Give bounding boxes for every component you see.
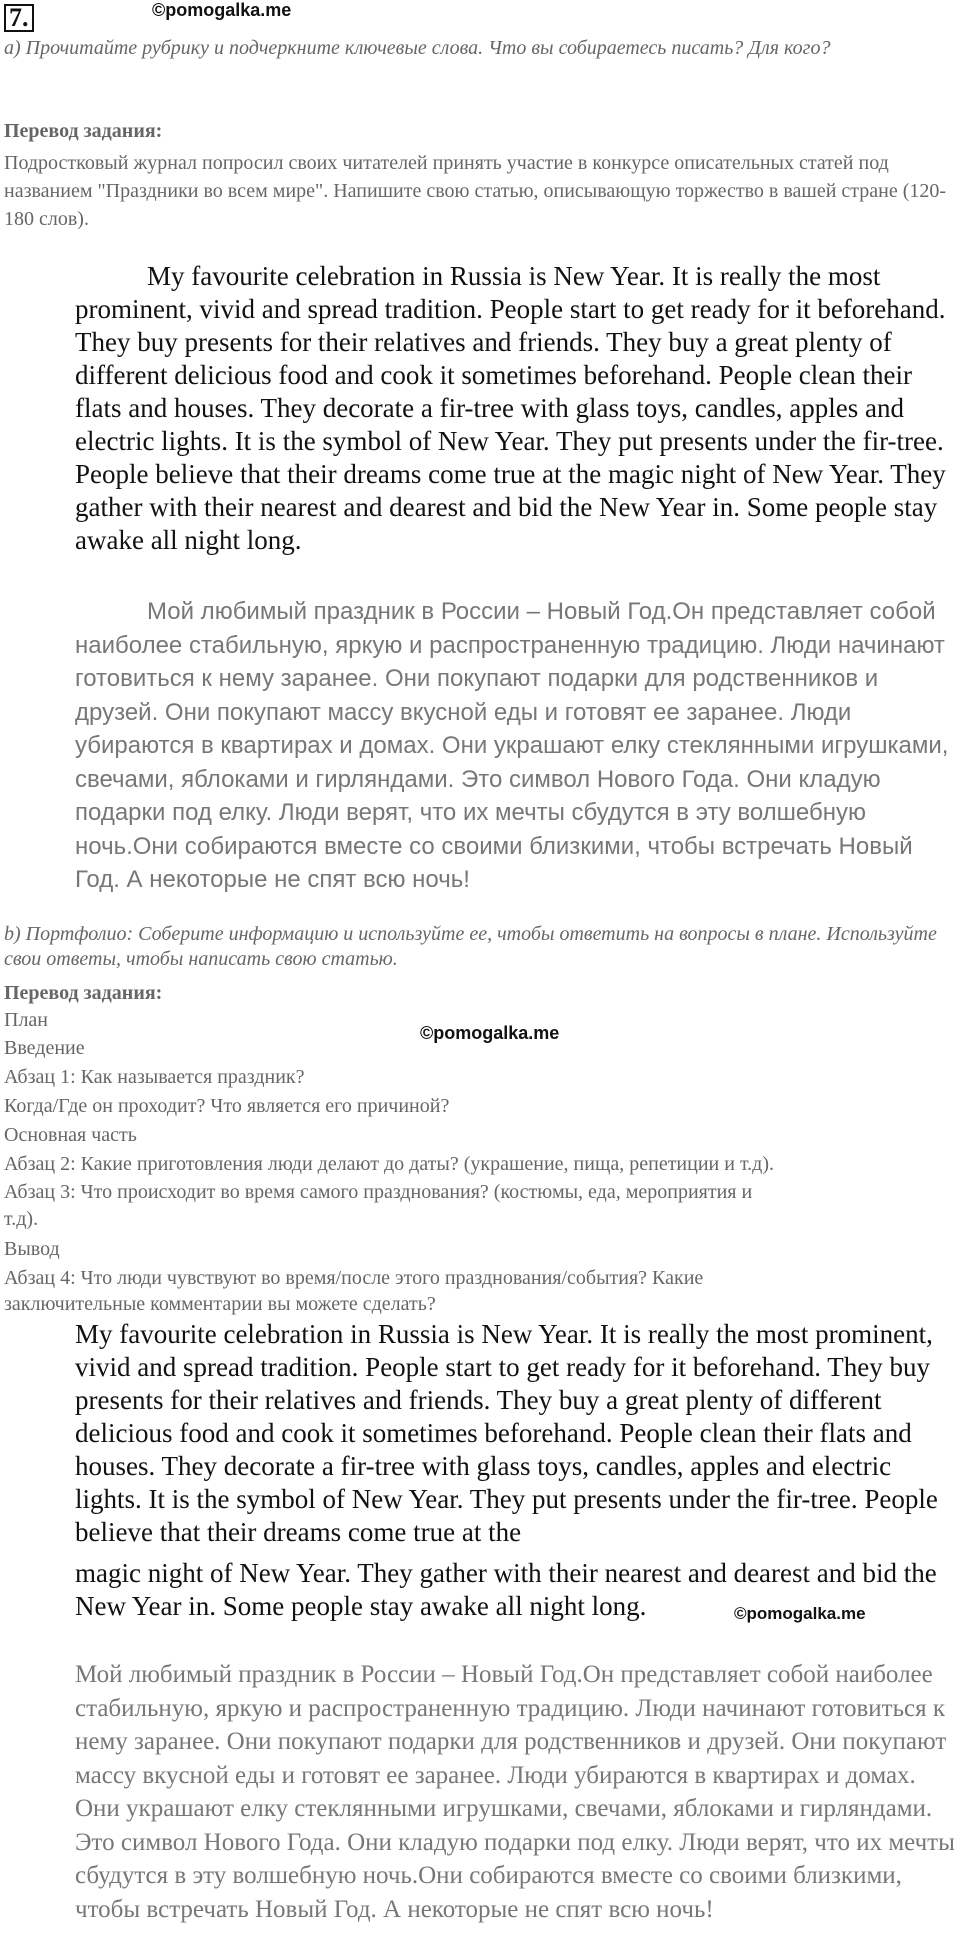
task-b-instruction: b) Портфолио: Соберите информацию и используйте ее, чтобы ответить на вопросы в плане. Используйте свои ответы, чтобы написать свою статью. <box>4 923 937 970</box>
english-essay-2: My favourite celebration in Russia is New Year. It is really the most prominent, vivid and spread tradition. People start to get ready for it beforehand. They buy presents for their relatives and friends. They buy a great plenty of different delicious food and cook it sometimes beforehand. People clean their flats and houses. They decorate a fir-tree with glass toys, candles, apples and electric lights. It is the symbol of New Year. They put presents under the fir-tree. People believe that their dreams come true at the <box>75 1319 938 1547</box>
plan-intro: Введение <box>4 1037 85 1059</box>
plan-paragraph-4: Абзац 4: Что люди чувствуют во время/после этого празднования/события? Какие <box>4 1267 704 1289</box>
english-essay-2-tail: magic night of New Year. They gather with their nearest and dearest and bid the New Year in. Some people stay awake all night long. <box>75 1558 937 1621</box>
russian-essay-2: Мой любимый праздник в России – Новый Год.Он представляет собой наиболее стабильную, яркую и распространенную традицию. Люди начинают готовиться к нему заранее. Они покупают подарки для родственников и друзей. Они покупают массу вкусной еды и готовят ее заранее. Люди убираются в квартирах и домах. Они украшают елку стеклянными игрушками, свечами, яблоками и гирляндами. Это символ Нового Года. Они кладую подарки под елку. Люди верят, что их мечты сбудутся в эту волшебную ночь.Они собираются вместе со своими близкими, чтобы встречать Новый Год. А некоторые не спят всю ночь! <box>75 1661 955 1923</box>
plan-paragraph-4-cont: заключительные комментарии вы можете сделать? <box>4 1293 436 1315</box>
english-essay-1 <box>75 260 960 557</box>
plan-paragraph-1-question: Когда/Где он проходит? Что является его причиной? <box>4 1095 450 1117</box>
plan-paragraph-1: Абзац 1: Как называется праздник? <box>4 1066 305 1088</box>
plan-conclusion: Вывод <box>4 1238 60 1260</box>
plan-paragraph-3-cont: т.д). <box>4 1208 39 1230</box>
watermark-middle: ©pomogalka.me <box>420 1023 560 1043</box>
watermark-bottom: ©pomogalka.me <box>734 1604 866 1623</box>
plan-paragraph-2: Абзац 2: Какие приготовления люди делают до даты? (украшение, пища, репетиции и т.д). <box>4 1153 775 1175</box>
task-number: 7. <box>4 4 34 32</box>
task-a-instruction: а) Прочитайте рубрику и подчеркните ключевые слова. Что вы собираетесь писать? Для кого? <box>4 37 831 59</box>
translation-label-b: Перевод задания: <box>4 982 163 1004</box>
english-essay-1-text: My favourite celebration in Russia is New Year. It is really the most prominent, vivid and spread tradition. People start to get ready for it beforehand. They buy presents for their relatives and friends. They buy a great plenty of different delicious food and cook it sometimes beforehand. People clean their flats and houses. They decorate a fir-tree with glass toys, candles, apples and electric lights. It is the symbol of New Year. They put presents under the fir-tree. People believe that their dreams come true at the magic night of New Year. They gather with their nearest and dearest and bid the New Year in. Some people stay awake all night long. <box>75 261 946 555</box>
plan-main: Основная часть <box>4 1124 137 1146</box>
watermark-top: ©pomogalka.me <box>152 0 292 20</box>
russian-essay-1 <box>75 595 960 897</box>
russian-essay-1-text: Мой любимый праздник в России – Новый Год.Он представляет собой наиболее стабильную, яркую и распространенную традицию. Люди начинают готовиться к нему заранее. Они покупают подарки для родственников и друзей. Они покупают массу вкусной еды и готовят ее заранее. Люди убираются в квартирах и домах. Они украшают елку стеклянными игрушками, свечами, яблоками и гирляндами. Это символ Нового Года. Они кладую подарки под елку. Люди верят, что их мечты сбудутся в эту волшебную ночь.Они собираются вместе со своими близкими, чтобы встречать Новый Год. А некоторые не спят всю ночь! <box>75 598 949 893</box>
plan-title: План <box>4 1009 49 1031</box>
translation-label-a: Перевод задания: <box>4 120 163 142</box>
plan-paragraph-3: Абзац 3: Что происходит во время самого празднования? (костюмы, еда, мероприятия и <box>4 1181 753 1203</box>
translation-a: Подростковый журнал попросил своих читателей принять участие в конкурсе описательных статей под названием "Праздники во всем мире". Напишите свою статью, описывающую торжество в вашей стране (120-180 слов). <box>4 152 947 230</box>
